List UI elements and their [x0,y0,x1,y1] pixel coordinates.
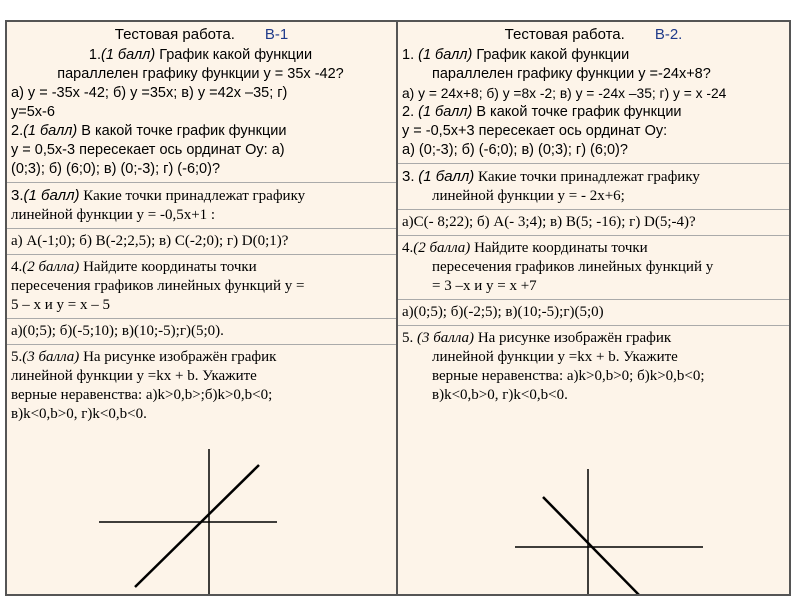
v2-q4-options: а)(0;5); б)(-2;5); в)(10;-5);г)(5;0) [402,304,604,320]
variant-2-title: Тестовая работа. [504,26,625,43]
variant-1-header [7,24,396,46]
variant-2-header [398,24,789,46]
v2-question-3: 3. (1 балл) Какие точки принадлежат графику линейной функции у = - 2х+6; [402,168,700,204]
v1-q1-options: а) у = -35х -42; б) у =35х; в) у =42х –35; г) [11,85,288,101]
v1-question-3: 3.(1 балл) Какие точки принадлежат графику линейной функции у = -0,5х+1 : [11,187,306,223]
v1-question-5: 5.(3 балла) На рисунке изображён график линейной функции у =kx + b. Укажите верные неравенства: а)k>0,b>;б)k>0,b<0; в)k<0,b>0, г)k<0,b<0. [11,349,277,422]
v2-question-1: 1. (1 балл) График какой функции параллелен графику функции y =-24x+8? а) у = 24х+8; б) у =8х -2; в) у = -24х –35; г) у = х -24 [398,46,789,103]
variant-1-title: Тестовая работа. [114,26,235,43]
divider [398,235,789,236]
variant-1-label: В-1 [264,26,289,43]
v1-q4-options: а)(0;5); б)(-5;10); в)(10;-5);г)(5;0). [11,323,224,339]
test-sheet [5,20,791,596]
divider [7,228,396,229]
v2-question-2: 2. (1 балл) В какой точке график функции у = -0,5х+3 пересекает ось ординат Оу: а) (0;-3); б) (-6;0); в) (0;3); г) (6;0)? [402,104,682,158]
function-line [135,465,259,587]
divider [7,344,396,345]
variant-2-column [398,22,789,594]
v1-q3-options: а) А(-1;0); б) В(-2;2,5); в) С(-2;0); г) D(0;1)? [11,233,289,249]
v1-question-2: 2.(1 балл) В какой точке график функции у = 0,5х-3 пересекает ось ординат Оу: а) (0;3); б) (6;0); в) (0;-3); г) (-6;0)? [11,123,287,177]
divider [7,182,396,183]
variant-1-column [7,22,398,594]
variant-2-label: В-2. [654,26,683,43]
divider [398,163,789,164]
v2-question-5: 5. (3 балла) На рисунке изображён график линейной функции у =kx + b. Укажите верные неравенства: а)k>0,b>0; б)k>0,b<0; в)k<0,b>0, г)k<0,b<0. [402,330,705,403]
v1-question-4: 4.(2 балла) Найдите координаты точки пересечения графиков линейных функций у = 5 – х и у = х – 5 [11,259,305,313]
divider [398,325,789,326]
v1-linear-graph [87,447,287,594]
v1-question-1: 1.(1 балл) График какой функции параллелен графику функции y = 35x -42? а) у = -35х -42; б) у =35х; в) у =42х –35; г) у=5х-6 [7,46,396,122]
v2-linear-graph [513,467,713,594]
divider [398,209,789,210]
divider [7,254,396,255]
v2-question-4: 4.(2 балла) Найдите координаты точки пересечения графиков линейных функций у = 3 –х и у = х +7 [402,240,714,294]
divider [398,299,789,300]
v2-q3-options: а)С(- 8;22); б) А(- 3;4); в) В(5; -16); г) D(5;-4)? [402,214,696,230]
v2-q1-options: а) у = 24х+8; б) у =8х -2; в) у = -24х –35; г) у = х -24 [402,86,727,101]
divider [7,318,396,319]
function-line [543,497,641,594]
